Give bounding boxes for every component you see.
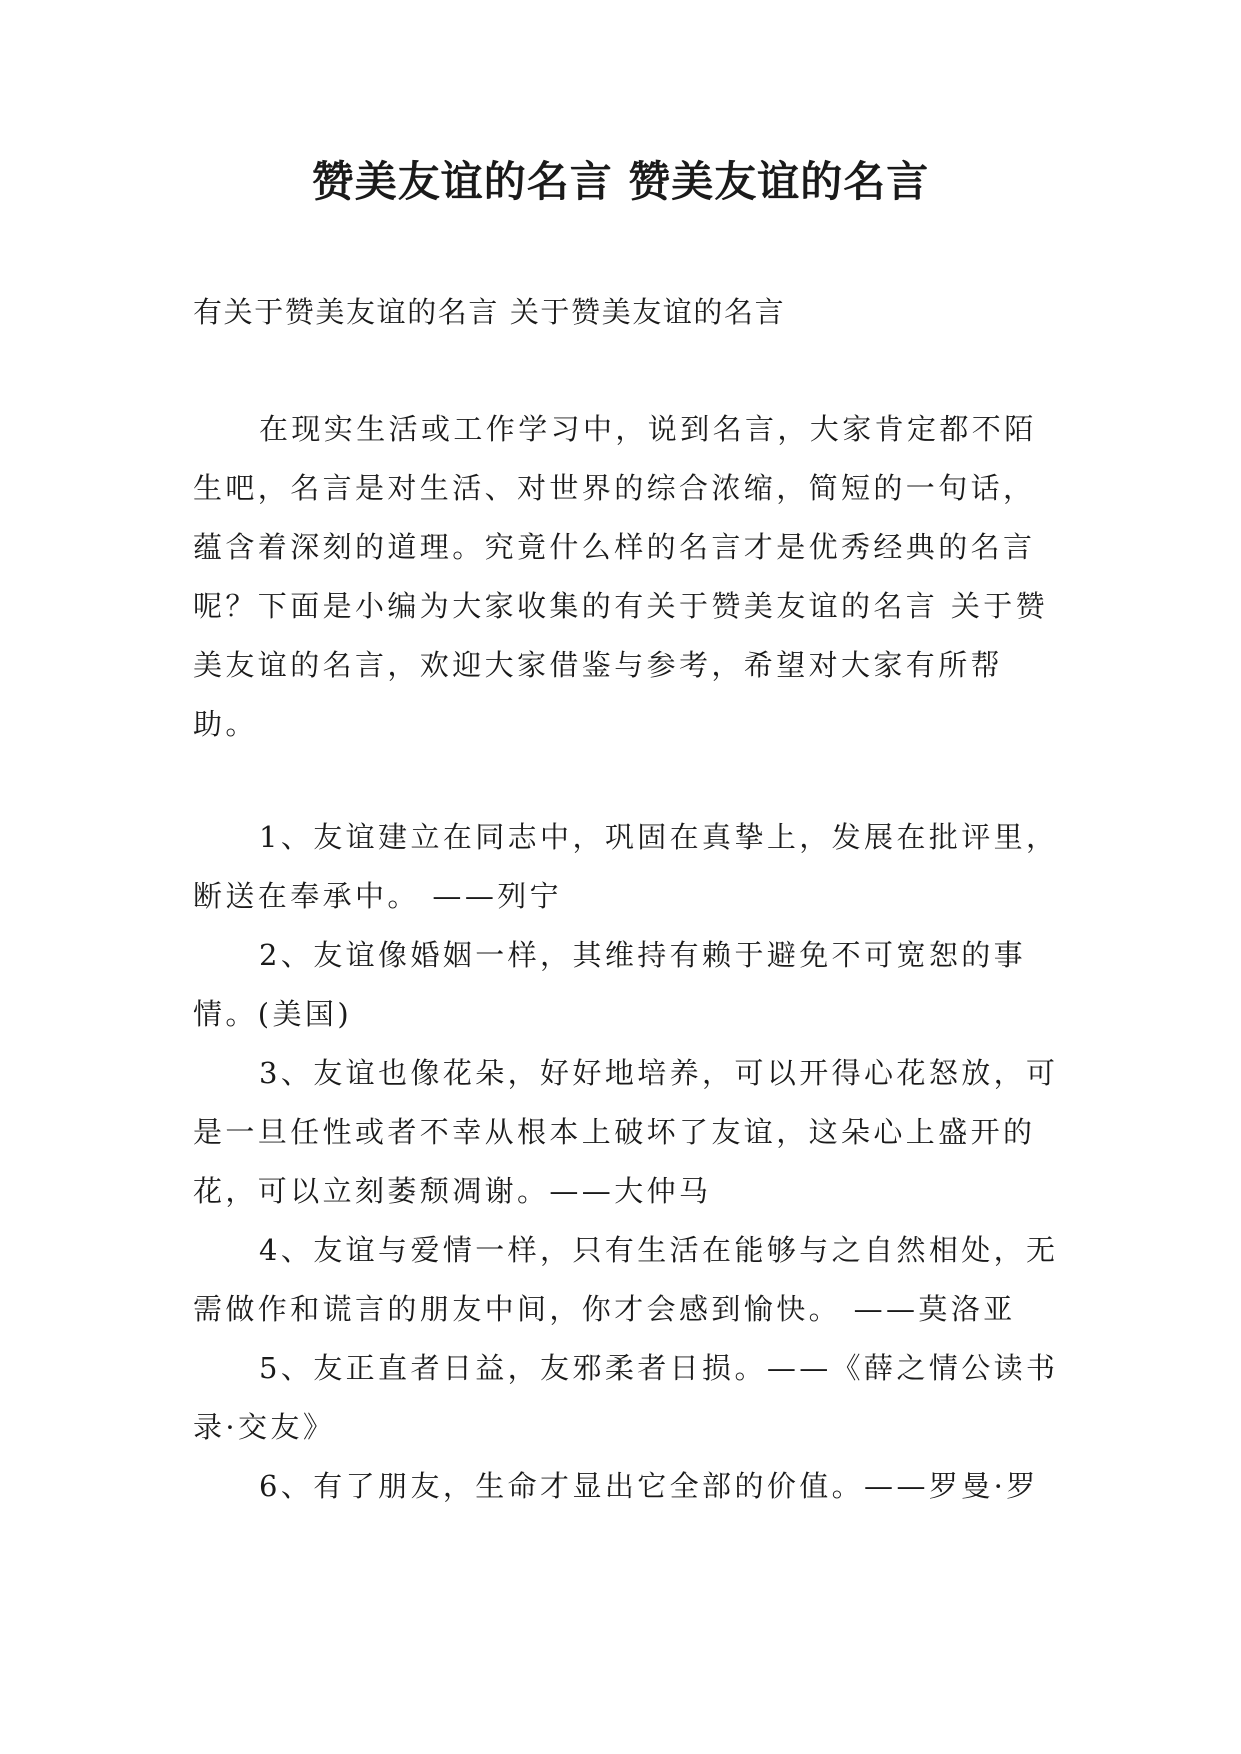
quote-item: 2、友谊像婚姻一样，其维持有赖于避免不可宽恕的事情。(美国): [193, 938, 1027, 1031]
quote-list: [193, 808, 1063, 1516]
quote-item: 5、友正直者日益，友邪柔者日损。——《薛之情公读书录·交友》: [193, 1351, 1059, 1444]
quote-item: 1、友谊建立在同志中，巩固在真挚上，发展在批评里，断送在奉承中。 ——列宁: [193, 820, 1059, 913]
quote-item: 4、友谊与爱情一样，只有生活在能够与之自然相处，无需做作和谎言的朋友中间，你才会感到愉快。 ——莫洛亚: [193, 1233, 1059, 1326]
quote-item: 6、有了朋友，生命才显出它全部的价值。——罗曼·罗: [259, 1469, 1039, 1503]
page-title: 赞美友谊的名言 赞美友谊的名言: [311, 157, 930, 206]
document-subtitle: 有关于赞美友谊的名言 关于赞美友谊的名言: [193, 295, 786, 329]
intro-paragraph: 在现实生活或工作学习中，说到名言，大家肯定都不陌生吧，名言是对生活、对世界的综合浓缩，简短的一句话，蕴含着深刻的道理。究竟什么样的名言才是优秀经典的名言呢？下面是小编为大家收集的有关于赞美友谊的名言 关于赞美友谊的名言，欢迎大家借鉴与参考，希望对大家有所帮助。: [193, 412, 1049, 741]
quote-item: 3、友谊也像花朵，好好地培养，可以开得心花怒放，可是一旦任性或者不幸从根本上破坏了友谊，这朵心上盛开的花，可以立刻萎颓凋谢。——大仲马: [193, 1056, 1059, 1208]
